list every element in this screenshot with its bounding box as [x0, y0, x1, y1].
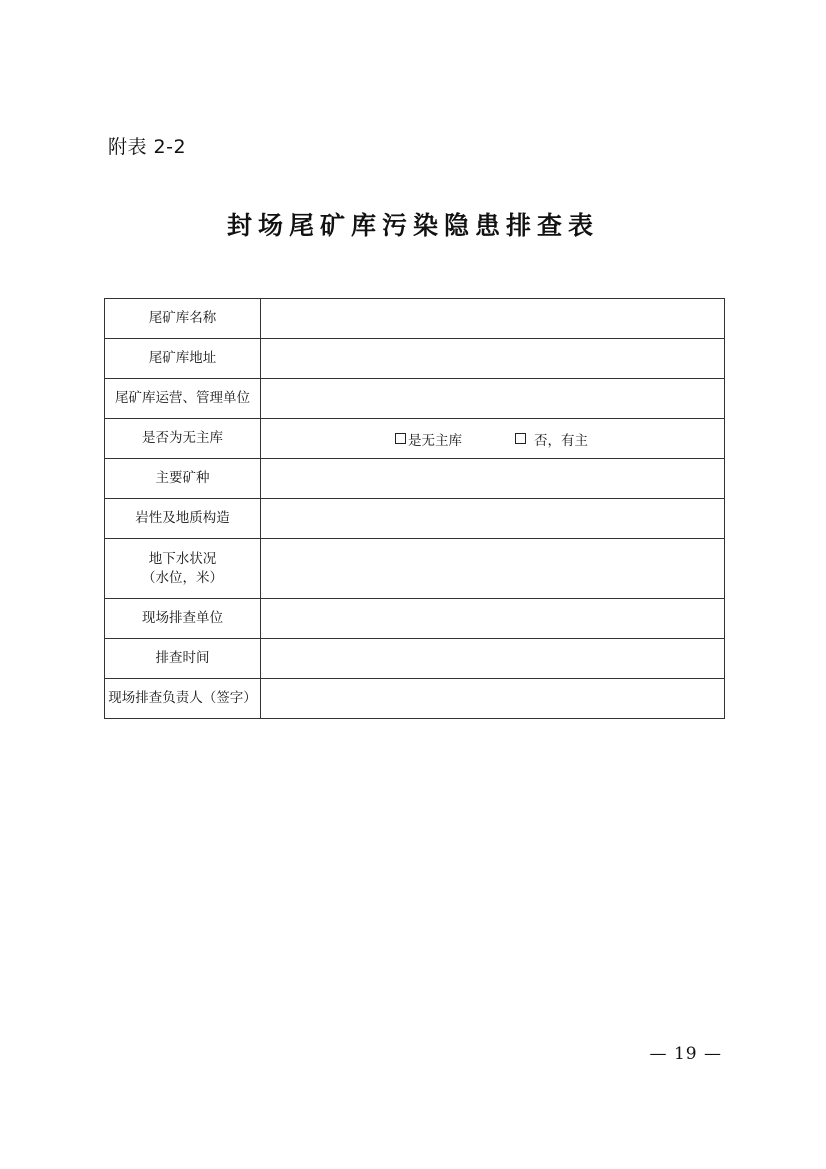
checkbox-icon[interactable] — [515, 433, 526, 444]
inspection-form-table — [104, 298, 725, 719]
form-row-inspection-time — [105, 639, 725, 679]
inspection-time-label: 排查时间 — [105, 639, 261, 679]
groundwater-field[interactable] — [261, 539, 725, 599]
ownerless-no-option[interactable] — [515, 429, 588, 449]
groundwater-label-line1: 地下水状况 — [148, 550, 217, 567]
form-row-tailings-name — [105, 299, 725, 339]
inspection-unit-field[interactable] — [261, 599, 725, 639]
ownerless-no-label: 否，有主 — [534, 432, 588, 449]
tailings-address-field[interactable] — [261, 339, 725, 379]
ownerless-options-cell — [261, 419, 725, 459]
form-row-operator — [105, 379, 725, 419]
tailings-address-label: 尾矿库地址 — [105, 339, 261, 379]
page-number: — 19 — — [649, 1044, 722, 1064]
ownerless-yes-label: 是无主库 — [408, 432, 462, 449]
tailings-name-field[interactable] — [261, 299, 725, 339]
geology-label: 岩性及地质构造 — [105, 499, 261, 539]
responsible-person-label: 现场排查负责人（签字） — [105, 679, 261, 719]
groundwater-label-line2: （水位，米） — [142, 569, 223, 586]
mineral-label: 主要矿种 — [105, 459, 261, 499]
form-row-groundwater — [105, 539, 725, 599]
mineral-field[interactable] — [261, 459, 725, 499]
operator-field[interactable] — [261, 379, 725, 419]
checkbox-icon[interactable] — [395, 433, 406, 444]
inspection-unit-label: 现场排查单位 — [105, 599, 261, 639]
geology-field[interactable] — [261, 499, 725, 539]
form-row-geology — [105, 499, 725, 539]
tailings-name-label: 尾矿库名称 — [105, 299, 261, 339]
form-row-tailings-address — [105, 339, 725, 379]
appendix-label: 附表 2-2 — [108, 136, 187, 158]
inspection-time-field[interactable] — [261, 639, 725, 679]
form-row-mineral — [105, 459, 725, 499]
operator-label: 尾矿库运营、管理单位 — [105, 379, 261, 419]
form-row-inspection-unit — [105, 599, 725, 639]
document-title: 封场尾矿库污染隐患排查表 — [226, 211, 599, 240]
ownerless-yes-option[interactable] — [395, 429, 515, 449]
form-row-responsible-person — [105, 679, 725, 719]
ownerless-options — [261, 429, 724, 449]
form-row-ownerless — [105, 419, 725, 459]
responsible-person-signature-field[interactable] — [261, 679, 725, 719]
ownerless-label: 是否为无主库 — [105, 419, 261, 459]
groundwater-label — [105, 539, 261, 599]
